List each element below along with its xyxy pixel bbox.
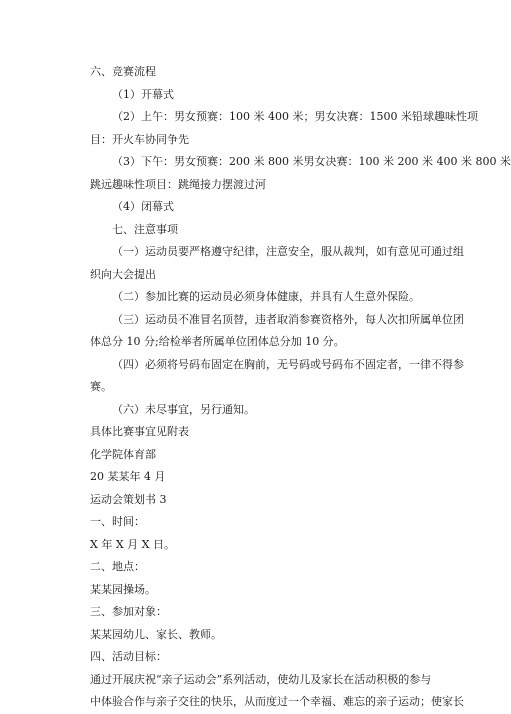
text-line: 运动会策划书 3 — [90, 492, 167, 506]
text-line: （一）运动员要严格遵守纪律，注意安全，服从裁判，如有意见可通过组 — [112, 245, 464, 258]
text-line: 中体验合作与亲子交往的快乐，从而度过一个幸福、难忘的亲子运动；使家长 — [90, 695, 464, 708]
text-line: 体总分 10 分;给检举者所属单位团体总分加 10 分。 — [90, 335, 345, 348]
document-body — [90, 61, 511, 714]
text-line: 通过开展庆祝“亲子运动会”系列活动，使幼儿及家长在活动积极的参与 — [90, 672, 432, 686]
text-line: X 年 X 月 X 日。 — [90, 537, 175, 551]
text-line: （3）下午：男女预赛：200 米 800 米男女决赛：100 米 200 米 400 米 800 米 — [112, 155, 511, 168]
text-line: 织向大会提出 — [90, 267, 156, 281]
text-line: 化学院体育部 — [90, 447, 156, 461]
text-line: （二）参加比赛的运动员必须身体健康，并具有人生意外保险。 — [112, 290, 420, 303]
text-line: （2）上午：男女预赛：100 米 400 米；男女决赛：1500 米铅球趣味性项 — [112, 110, 478, 123]
text-line: 目：开火车协同争先 — [90, 132, 189, 146]
text-line: 某某园幼儿、家长、教师。 — [90, 627, 222, 641]
text-line: （1）开幕式 — [112, 87, 174, 101]
text-line: 具体比赛事宜见附表 — [90, 425, 189, 438]
text-line: 赛。 — [90, 380, 112, 393]
text-line: （四）必须将号码布固定在胸前，无号码或号码布不固定者，一律不得参 — [112, 357, 464, 371]
text-line: 三、参加对象： — [90, 605, 167, 618]
text-line: （六）未尽事宜，另行通知。 — [112, 402, 255, 416]
text-line: 二、地点： — [90, 560, 145, 573]
text-line: 20 某某年 4 月 — [90, 470, 166, 483]
text-line: 七、注意事项 — [112, 222, 178, 236]
text-line: （三）运动员不准冒名顶替，违者取消参赛资格外，每人次扣所属单位团 — [112, 312, 464, 326]
text-line: 一、时间： — [90, 515, 145, 528]
text-line: （4）闭幕式 — [112, 200, 174, 213]
text-line: 四、活动目标： — [90, 650, 167, 663]
text-line: 跳远趣味性项目：跳绳接力摆渡过河 — [90, 177, 266, 191]
text-line: 某某园操场。 — [90, 582, 156, 596]
text-line: 六、竞赛流程 — [90, 65, 156, 78]
